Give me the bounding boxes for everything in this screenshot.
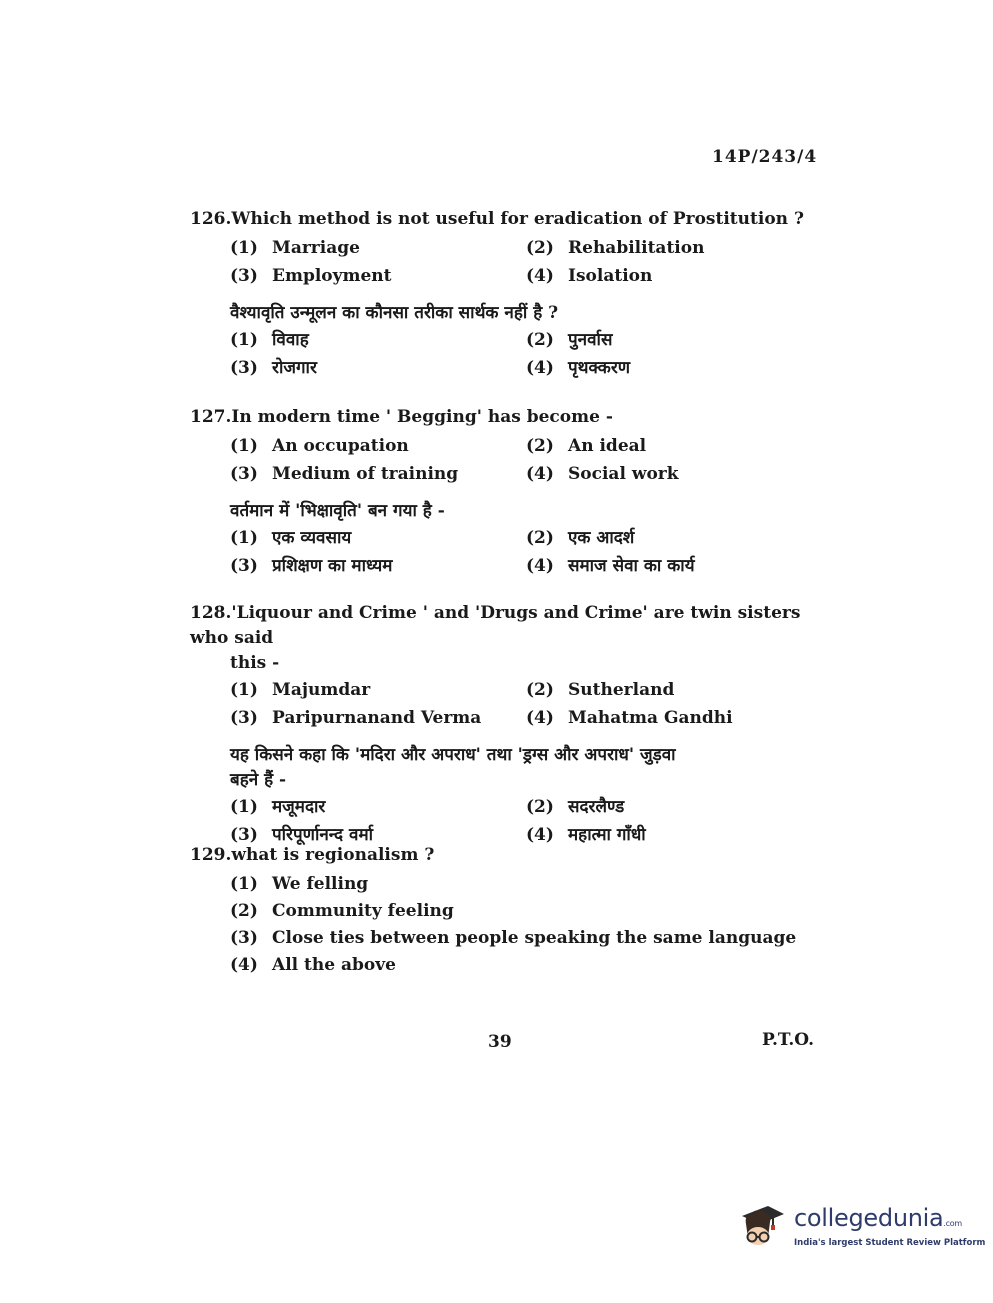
page-number: 39 (488, 1032, 512, 1052)
option-3: (3) Employment (230, 266, 392, 286)
option-2: (2) Community feeling (230, 901, 454, 921)
question-stem (190, 405, 830, 430)
question-number: 129. (190, 845, 232, 865)
hindi-question-text: वैश्यावृति उन्मूलन का कौनसा तरीका सार्थक नहीं है ? (230, 303, 559, 323)
option-3: (3) Paripurnanand Verma (230, 708, 482, 728)
hindi-option-4: (4) महात्मा गाँधी (526, 825, 646, 845)
hindi-options (190, 795, 830, 848)
english-options (190, 870, 830, 978)
hindi-option-2: (2) पुनर्वास (526, 330, 613, 350)
hindi-question-text: वर्तमान में 'भिक्षावृति' बन गया है - (230, 501, 445, 521)
hindi-option-2: (2) एक आदर्श (526, 528, 635, 548)
question-number: 127. (190, 407, 232, 427)
hindi-question-text-line1: यह किसने कहा कि 'मदिरा और अपराध' तथा 'ड्रग्स और अपराध' जुड़वा (230, 745, 676, 765)
question-text-line2: this - (230, 653, 280, 673)
question-text: Which method is not useful for eradication of Prostitution ? (231, 209, 804, 229)
english-options (190, 236, 830, 289)
option-3: (3) Medium of training (230, 464, 459, 484)
question-128 (190, 601, 830, 848)
hindi-option-1: (1) एक व्यवसाय (230, 528, 352, 548)
hindi-option-1: (1) मजूमदार (230, 797, 326, 817)
option-1: (1) We felling (230, 874, 369, 894)
hindi-option-3: (3) प्रशिक्षण का माध्यम (230, 556, 393, 576)
hindi-option-3: (3) रोजगार (230, 358, 317, 378)
collegedunia-watermark (738, 1196, 986, 1256)
option-2: (2) An ideal (526, 436, 647, 456)
watermark-dotcom: .com (943, 1219, 962, 1228)
question-text-line1: 'Liquour and Crime ' and 'Drugs and Crime' are twin sisters who said (190, 603, 801, 648)
option-1: (1) An occupation (230, 436, 409, 456)
option-2: (2) Sutherland (526, 680, 675, 700)
question-stem (190, 207, 830, 232)
hindi-option-4: (4) पृथक्करण (526, 358, 631, 378)
option-3: (3) Close ties between people speaking the same language (230, 928, 797, 948)
question-text: In modern time ' Begging' has become - (231, 407, 613, 427)
pto-label: P.T.O. (762, 1030, 814, 1050)
question-number: 126. (190, 209, 232, 229)
option-2: (2) Rehabilitation (526, 238, 705, 258)
hindi-option-2: (2) सदरलैण्ड (526, 797, 625, 817)
option-1: (1) Marriage (230, 238, 360, 258)
option-4: (4) Isolation (526, 266, 653, 286)
english-options (190, 678, 830, 731)
hindi-option-3: (3) परिपूर्णानन्द वर्मा (230, 825, 374, 845)
option-4: (4) All the above (230, 955, 396, 975)
option-4: (4) Social work (526, 464, 679, 484)
watermark-name: collegedunia.com (794, 1204, 962, 1232)
mascot-logo-icon (738, 1200, 790, 1252)
question-127 (190, 405, 830, 579)
english-options (190, 434, 830, 487)
hindi-question-text-line2: बहने हैं - (230, 770, 287, 790)
question-stem (190, 601, 830, 651)
watermark-tagline: India's largest Student Review Platform (794, 1238, 986, 1248)
question-number: 128. (190, 603, 232, 623)
question-129 (190, 843, 830, 978)
question-126 (190, 207, 830, 381)
hindi-options (190, 328, 830, 381)
hindi-option-1: (1) विवाह (230, 330, 309, 350)
hindi-options (190, 526, 830, 579)
hindi-option-4: (4) समाज सेवा का कार्य (526, 556, 695, 576)
question-stem (190, 843, 830, 868)
paper-code: 14P/243/4 (712, 147, 818, 167)
question-text: what is regionalism ? (231, 845, 435, 865)
option-4: (4) Mahatma Gandhi (526, 708, 733, 728)
option-1: (1) Majumdar (230, 680, 371, 700)
